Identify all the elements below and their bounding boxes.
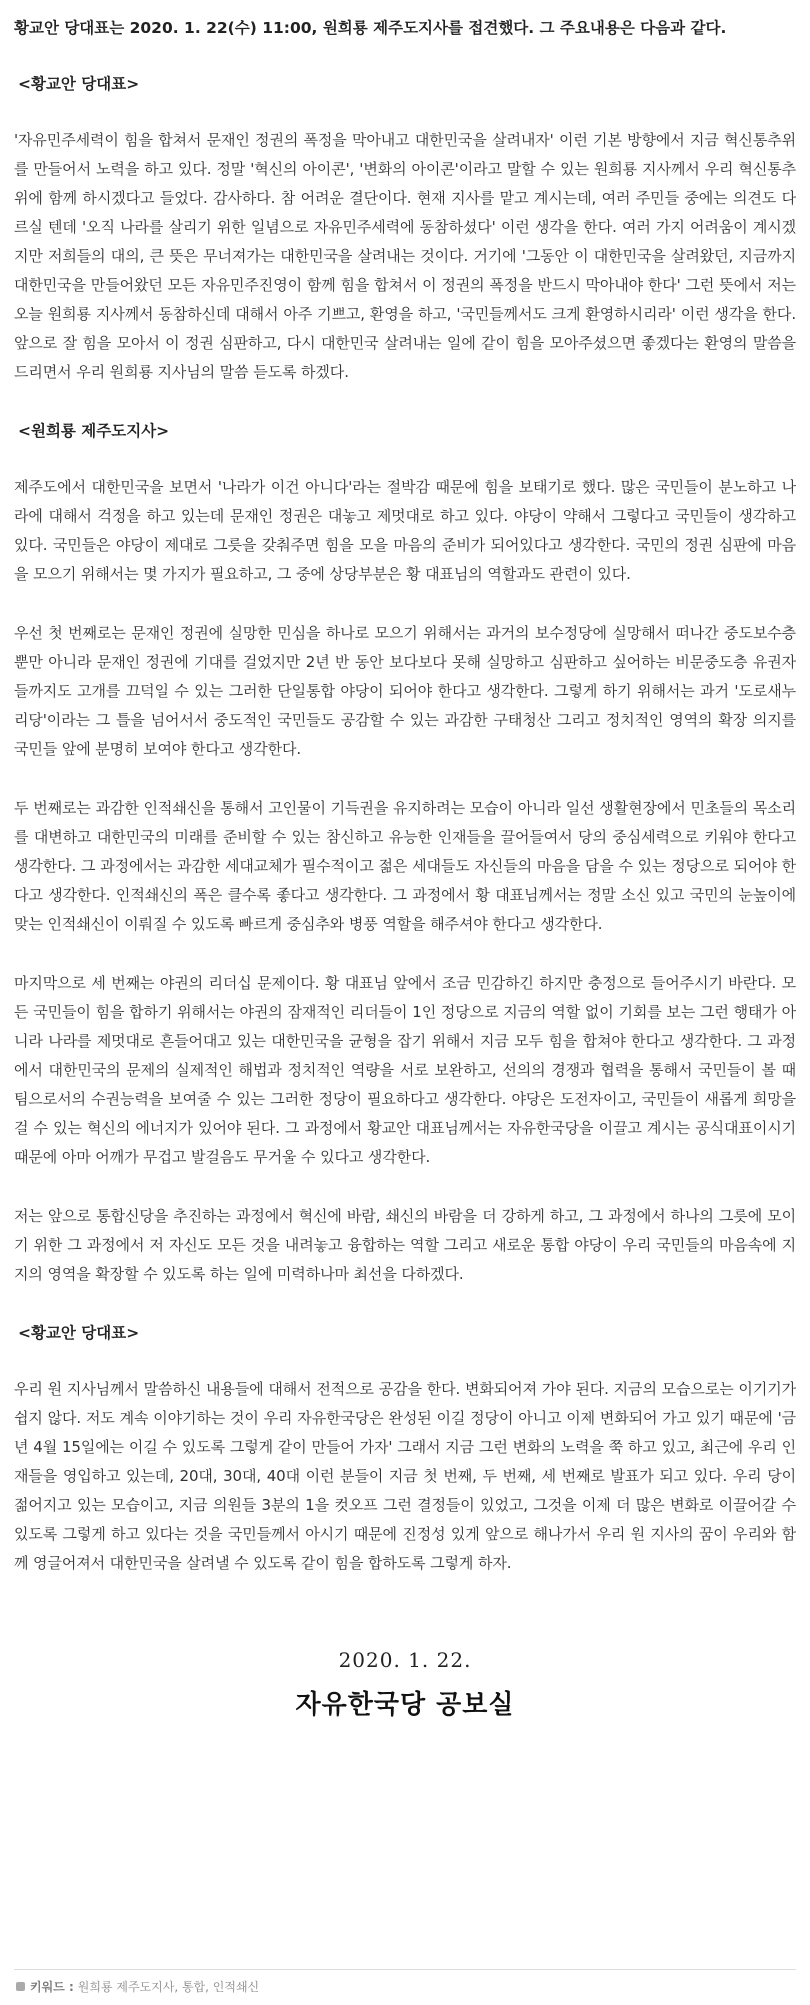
speaker-heading: <황교안 당대표> (18, 1324, 140, 1342)
section-hwang-2 (14, 1319, 796, 1578)
section-hwang-1 (14, 70, 796, 387)
keywords-label: 키워드 : (30, 1980, 74, 1994)
tag-icon (16, 1982, 25, 1991)
paragraph: 마지막으로 세 번째는 야권의 리더십 문제이다. 황 대표님 앞에서 조금 민감하긴 하지만 충정으로 들어주시기 바란다. 모든 국민들이 힘을 합하기 위해서는 야권의 잠재적인 리더들이 1인 정당으로 지금의 역할 없이 기회를 보는 그런 행태가 아니라 나라를 제멋대로 흔들어대고 있는 대한민국을 균형을 잡기 위해서 지금 모두 힘을 합쳐야 한다고 생각한다. 그 과정에서 대한민국의 문제의 실제적인 해법과 정치적인 역량을 서로 보완하고, 선의의 경쟁과 협력을 통해서 국민들이 볼 때 팀으로서의 수권능력을 보여줄 수 있는 그러한 정당이 필요하다고 생각한다. 야당은 도전자이고, 국민들이 새롭게 희망을 걸 수 있는 혁신의 에너지가 있어야 된다. 그 과정에서 황교안 대표님께서는 자유한국당을 이끌고 계시는 공식대표이시기 때문에 아마 어깨가 무겁고 발걸음도 무거울 수 있다고 생각한다. (14, 974, 796, 1166)
section-won (14, 417, 796, 1289)
paragraph: '자유민주세력이 힘을 합쳐서 문재인 정권의 폭정을 막아내고 대한민국을 살려내자' 이런 기본 방향에서 지금 혁신통추위를 만들어서 노력을 하고 있다. 정말 '혁신의 아이콘', '변화의 아이콘'이라고 말할 수 있는 원희룡 지사께서 우리 혁신통추위에 함께 하시겠다고 들었다. 감사하다. 참 어려운 결단이다. 현재 지사를 맡고 계시는데, 여러 주민들 중에는 의견도 다르실 텐데 '오직 나라를 살리기 위한 일념으로 자유민주세력에 동참하셨다' 이런 생각을 한다. 여러 가지 어려움이 계시겠지만 저희들의 대의, 큰 뜻은 무너져가는 대한민국을 살려내는 것이다. 거기에 '그동안 이 대한민국을 살려왔던, 지금까지 대한민국을 만들어왔던 모든 자유민주진영이 함께 힘을 합쳐서 이 정권의 폭정을 반드시 막아내야 한다' 그런 뜻에서 저는 오늘 원희룡 지사께서 동참하신데 대해서 아주 기쁘고, 환영을 하고, '국민들께서도 크게 환영하시리라' 이런 생각을 한다. 앞으로 잘 힘을 모아서 이 정권 심판하고, 다시 대한민국 살려내는 일에 같이 힘을 모아주셨으면 좋겠다는 환영의 말씀을 드리면서 우리 원희룡 지사님의 말씀 듣도록 하겠다. (14, 131, 796, 381)
paragraph: 제주도에서 대한민국을 보면서 '나라가 이건 아니다'라는 절박감 때문에 힘을 보태기로 했다. 많은 국민들이 분노하고 나라에 대해서 걱정을 하고 있는데 문재인 정권은 대놓고 제멋대로 하고 있다. 야당이 약해서 그렇다고 국민들이 생각하고 있다. 국민들은 야당이 제대로 그릇을 갖춰주면 힘을 모을 마음의 준비가 되어있다고 생각한다. 국민의 정권 심판에 마음을 모으기 위해서는 몇 가지가 필요하고, 그 중에 상당부분은 황 대표님의 역할과도 관련이 있다. (14, 478, 796, 583)
issuer-signature: 자유한국당 공보실 (295, 1690, 515, 1720)
keywords-bar (14, 1969, 796, 2003)
paragraph: 우리 원 지사님께서 말씀하신 내용들에 대해서 전적으로 공감을 한다. 변화되어져 가야 된다. 지금의 모습으로는 이기기가 쉽지 않다. 저도 계속 이야기하는 것이 우리 자유한국당은 완성된 이길 정당이 아니고 이제 변화되어 가고 있기 때문에 '금년 4월 15일에는 이길 수 있도록 그렇게 같이 만들어 가자' 그래서 지금 그런 변화의 노력을 쭉 하고 있고, 최근에 우리 인재들을 영입하고 있는데, 20대, 30대, 40대 이런 분들이 지금 첫 번째, 두 번째, 세 번째로 발표가 되고 있다. 우리 당이 젊어지고 있는 모습이고, 지금 의원들 3분의 1을 컷오프 그런 결정들이 있었고, 그것을 이제 더 많은 변화로 이끌어갈 수 있도록 그렇게 하고 있다는 것을 국민들께서 아시기 때문에 진정성 있게 앞으로 해나가서 우리 원 지사의 꿈이 우리와 함께 영글어져서 대한민국을 살려낼 수 있도록 같이 힘을 합하도록 그렇게 하자. (14, 1380, 796, 1572)
speaker-heading: <원희룡 제주도지사> (18, 422, 170, 440)
paragraph: 저는 앞으로 통합신당을 추진하는 과정에서 혁신에 바람, 쇄신의 바람을 더 강하게 하고, 그 과정에서 하나의 그릇에 모이기 위한 그 과정에서 저 자신도 모든 것을 내려놓고 융합하는 역할 그리고 새로운 통합 야당이 우리 국민들의 마음속에 지지의 영역을 확장할 수 있도록 하는 일에 미력하나마 최선을 다하겠다. (14, 1207, 796, 1283)
release-date: 2020. 1. 22. (338, 1648, 472, 1672)
paragraph: 우선 첫 번째로는 문재인 정권에 실망한 민심을 하나로 모으기 위해서는 과거의 보수정당에 실망해서 떠나간 중도보수층뿐만 아니라 문재인 정권에 기대를 걸었지만 2년 반 동안 보다보다 못해 실망하고 심판하고 싶어하는 비문중도층 유권자들까지도 고개를 끄덕일 수 있는 그러한 단일통합 야당이 되어야 한다고 생각한다. 그렇게 하기 위해서는 과거 '도로새누리당'이라는 그 틀을 넘어서서 중도적인 국민들도 공감할 수 있는 과감한 구태청산 그리고 정치적인 영역의 확장 의지를 국민들 앞에 분명히 보여야 한다고 생각한다. (14, 624, 796, 758)
keywords-value: 원희룡 제주도지사, 통합, 인적쇄신 (77, 1980, 260, 1994)
paragraph: 두 번째로는 과감한 인적쇄신을 통해서 고인물이 기득권을 유지하려는 모습이 아니라 일선 생활현장에서 민초들의 목소리를 대변하고 대한민국의 미래를 준비할 수 있는 참신하고 유능한 인재들을 끌어들여서 당의 중심세력으로 키워야 한다고 생각한다. 그 과정에서는 과감한 세대교체가 필수적이고 젊은 세대들도 자신들의 마음을 담을 수 있는 정당으로 되어야 한다고 생각한다. 인적쇄신의 폭은 클수록 좋다고 생각한다. 그 과정에서 황 대표님께서는 정말 소신 있고 국민의 눈높이에 맞는 인적쇄신이 이뤄질 수 있도록 빠르게 중심추와 병풍 역할을 해주셔야 한다고 생각한다. (14, 799, 796, 933)
intro-text: 황교안 당대표는 2020. 1. 22(수) 11:00, 원희룡 제주도지사를 접견했다. 그 주요내용은 다음과 같다. (14, 19, 727, 37)
speaker-heading: <황교안 당대표> (18, 75, 140, 93)
